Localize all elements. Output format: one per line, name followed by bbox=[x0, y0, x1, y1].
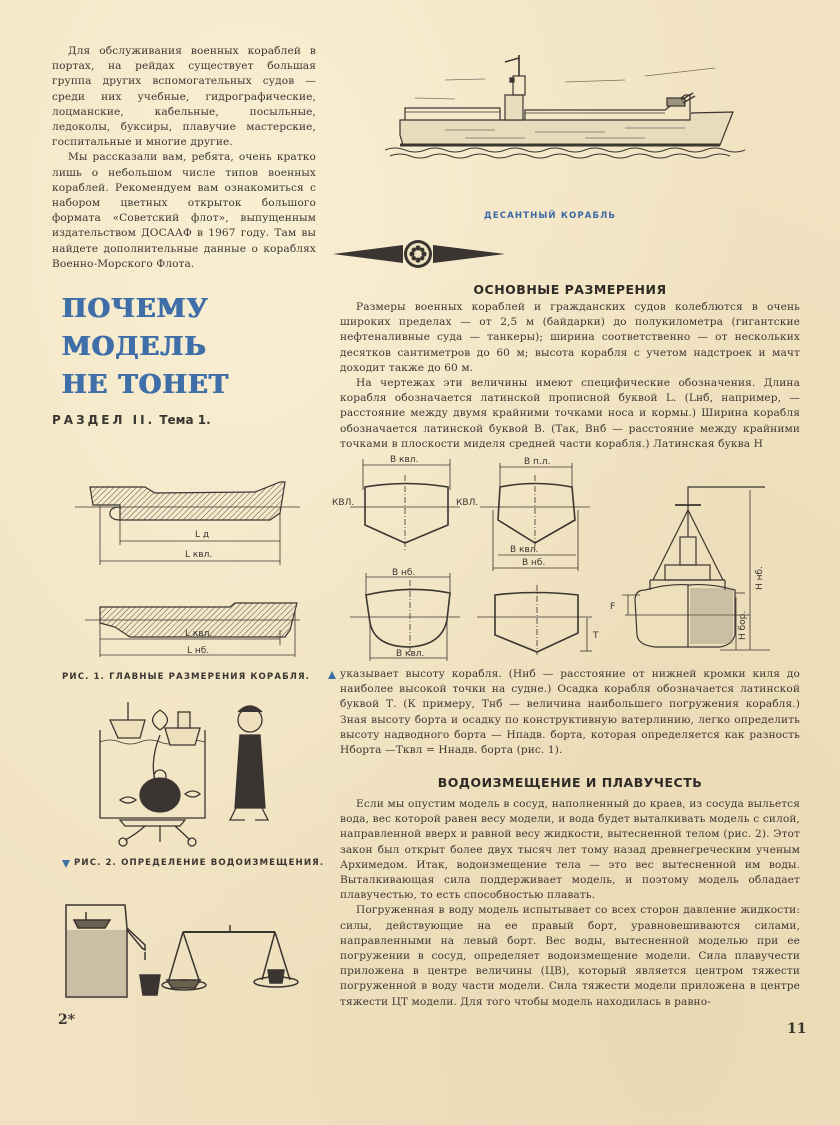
triangle-down-marker-icon bbox=[62, 860, 70, 868]
figure2-caption: РИС. 2. ОПРЕДЕЛЕНИЕ ВОДОИЗМЕЩЕНИЯ. bbox=[74, 858, 325, 868]
ship-caption: ДЕСАНТНЫЙ КОРАБЛЬ bbox=[484, 211, 617, 221]
section1-paragraph: Размеры военных кораблей и гражданских судов колеблются в очень широких пределах — от 2,5 м (байдарки) до полукилометра (гигантские нефтеналивные суда — танкеры); ширина соответственно — от нескольких десятков сантиметров до 60 м; высота корабля с учетом надстроек и мачт доходит также до 60 м. bbox=[340, 301, 800, 374]
triangle-up-marker-icon bbox=[327, 670, 337, 680]
section2-paragraph: Погруженная в воду модель испытывает со всех сторон давление жидкости: силы, действующие на ее правый борт, уравновешиваются силами, направленными на левый борт. Вес воды, вытесненной моделью при ее погружении в сосуд, определяет водоизмещение модели. Сила плавучести приложена в центре величины (ЦВ), который является центром тяжести погруженной в воду части модели. Сила тяжести модели приложена в центре тяжести ЦТ модели. Для того чтобы модель находилась в равно- bbox=[340, 904, 800, 1008]
label-b-kvl-3: В квл. bbox=[396, 649, 425, 659]
landing-ship-illustration bbox=[385, 50, 755, 160]
vessel-and-balance-illustration bbox=[60, 900, 320, 1005]
intro-paragraph: Для обслуживания военных кораблей в портах, на рейдах существует большая группа других вспомогательных судов — среди них учебные, гидрографические, лоцманские, кабельные, посыльные, ледоколы, буксиры, плавучие мастерские, госпитальные и многие другие. bbox=[52, 45, 316, 149]
hull-profile-diagrams bbox=[75, 475, 300, 660]
section-top-right bbox=[498, 484, 575, 544]
section2-heading: ВОДОИЗМЕЩЕНИЕ И ПЛАВУЧЕСТЬ bbox=[437, 775, 703, 790]
section2-paragraph: Если мы опустим модель в сосуд, наполненный до краев, из сосуда выльется вода, вес которой равен весу модели, и вода будет выталкивать модель с силой, направленной вверх и равной весу жидкости, вытесненной телом (рис. 2). Этот закон был открыт более двух тысяч лет тому назад древнегреческим ученым Архимедом. Итак, водоизмещение тела — это вес вытесненной им воды. Выталкивающая сила поддерживает модель, и поэтому модель обладает плавучестью, то есть способностью плавать. bbox=[340, 798, 800, 902]
intro-paragraph: Мы рассказали вам, ребята, очень кратко лишь о небольшом числе типов военных кораблей. Рекомендуем вам ознакомиться с набором цветных открыток большого формата «Советский флот», выпущенным издательством ДОСААФ в 1967 году. Там вы найдете дополнительные данные о кораблях Военно-Морского Флота. bbox=[52, 151, 316, 270]
displacement-cartoon bbox=[90, 690, 270, 850]
signature-mark: 2* bbox=[58, 1012, 76, 1028]
label-l-nb: L нб. bbox=[187, 646, 210, 656]
label-kvl-left: КВЛ. bbox=[332, 498, 355, 508]
label-b-kvl: В квл. bbox=[390, 455, 419, 465]
section-top-left bbox=[365, 484, 448, 544]
article-title bbox=[62, 290, 229, 404]
section-label bbox=[52, 413, 211, 427]
label-b-kvl-2: В квл. bbox=[510, 545, 539, 555]
label-b-pl: В п.л. bbox=[524, 457, 551, 467]
label-b-nb: В нб. bbox=[522, 558, 546, 568]
continuation-paragraph: указывает высоту корабля. (Ннб — расстояние от нижней кромки киля до наиболее высокой точки на судне.) Осадка корабля обозначается латинской буквой Т. (К примеру, Тнб — величина наибольшего погружения корабля.) Зная высоту борта и осадку по конструктивную ватерлинию, легко определить высоту надводного борта — Нпадв. борта, которая определяется как разность Нборта —Тквл = Ннадв. борта (рис. 1). bbox=[340, 668, 800, 757]
ship-front-view-diagram bbox=[610, 485, 790, 660]
label-h-bor: Н бор. bbox=[738, 610, 748, 640]
label-h-nb: Н нб. bbox=[755, 566, 765, 590]
section-topic: Тема 1. bbox=[159, 413, 211, 427]
section-bottom-left bbox=[366, 589, 450, 647]
intro-text bbox=[52, 44, 316, 272]
page-number: 11 bbox=[787, 1021, 807, 1037]
section-prefix: РАЗДЕЛ II. bbox=[52, 413, 156, 427]
label-t: Т bbox=[593, 631, 599, 641]
label-l-kvl: L квл. bbox=[185, 550, 213, 560]
article-title-line: ПОЧЕМУ bbox=[62, 294, 209, 324]
section1-heading: ОСНОВНЫЕ РАЗМЕРЕНИЯ bbox=[473, 282, 667, 297]
figure1-caption: РИС. 1. ГЛАВНЫЕ РАЗМЕРЕНИЯ КОРАБЛЯ. bbox=[62, 672, 311, 682]
label-f: F bbox=[610, 602, 616, 612]
section1-paragraph: На чертежах эти величины имеют специфические обозначения. Длина корабля обозначается латинской прописной буквой L. (Lнб, например, — расстояние между двумя крайними точками носа и кормы.) Ширина корабля обозначается латинской буквой В. (Так, Внб — расстояние между крайними точками в плоскости миделя средней части корабля.) Латинская буква Н bbox=[340, 377, 800, 450]
compass-rose-divider-icon bbox=[333, 239, 505, 269]
section1-text bbox=[340, 300, 800, 452]
cross-section-diagrams bbox=[330, 445, 610, 665]
hull-profile-top bbox=[90, 482, 285, 520]
label-kvl-right: КВЛ. bbox=[456, 498, 479, 508]
section-bottom-right bbox=[495, 593, 578, 653]
article-title-line: МОДЕЛЬ bbox=[62, 332, 207, 362]
label-b-nb-2: В нб. bbox=[392, 568, 416, 578]
label-l-d: L д bbox=[195, 530, 210, 540]
section1-continuation bbox=[340, 667, 800, 758]
article-title-line: НЕ ТОНЕТ bbox=[62, 370, 230, 400]
section2-text bbox=[340, 797, 800, 1010]
label-l-kvl-2: L квл. bbox=[185, 629, 213, 639]
